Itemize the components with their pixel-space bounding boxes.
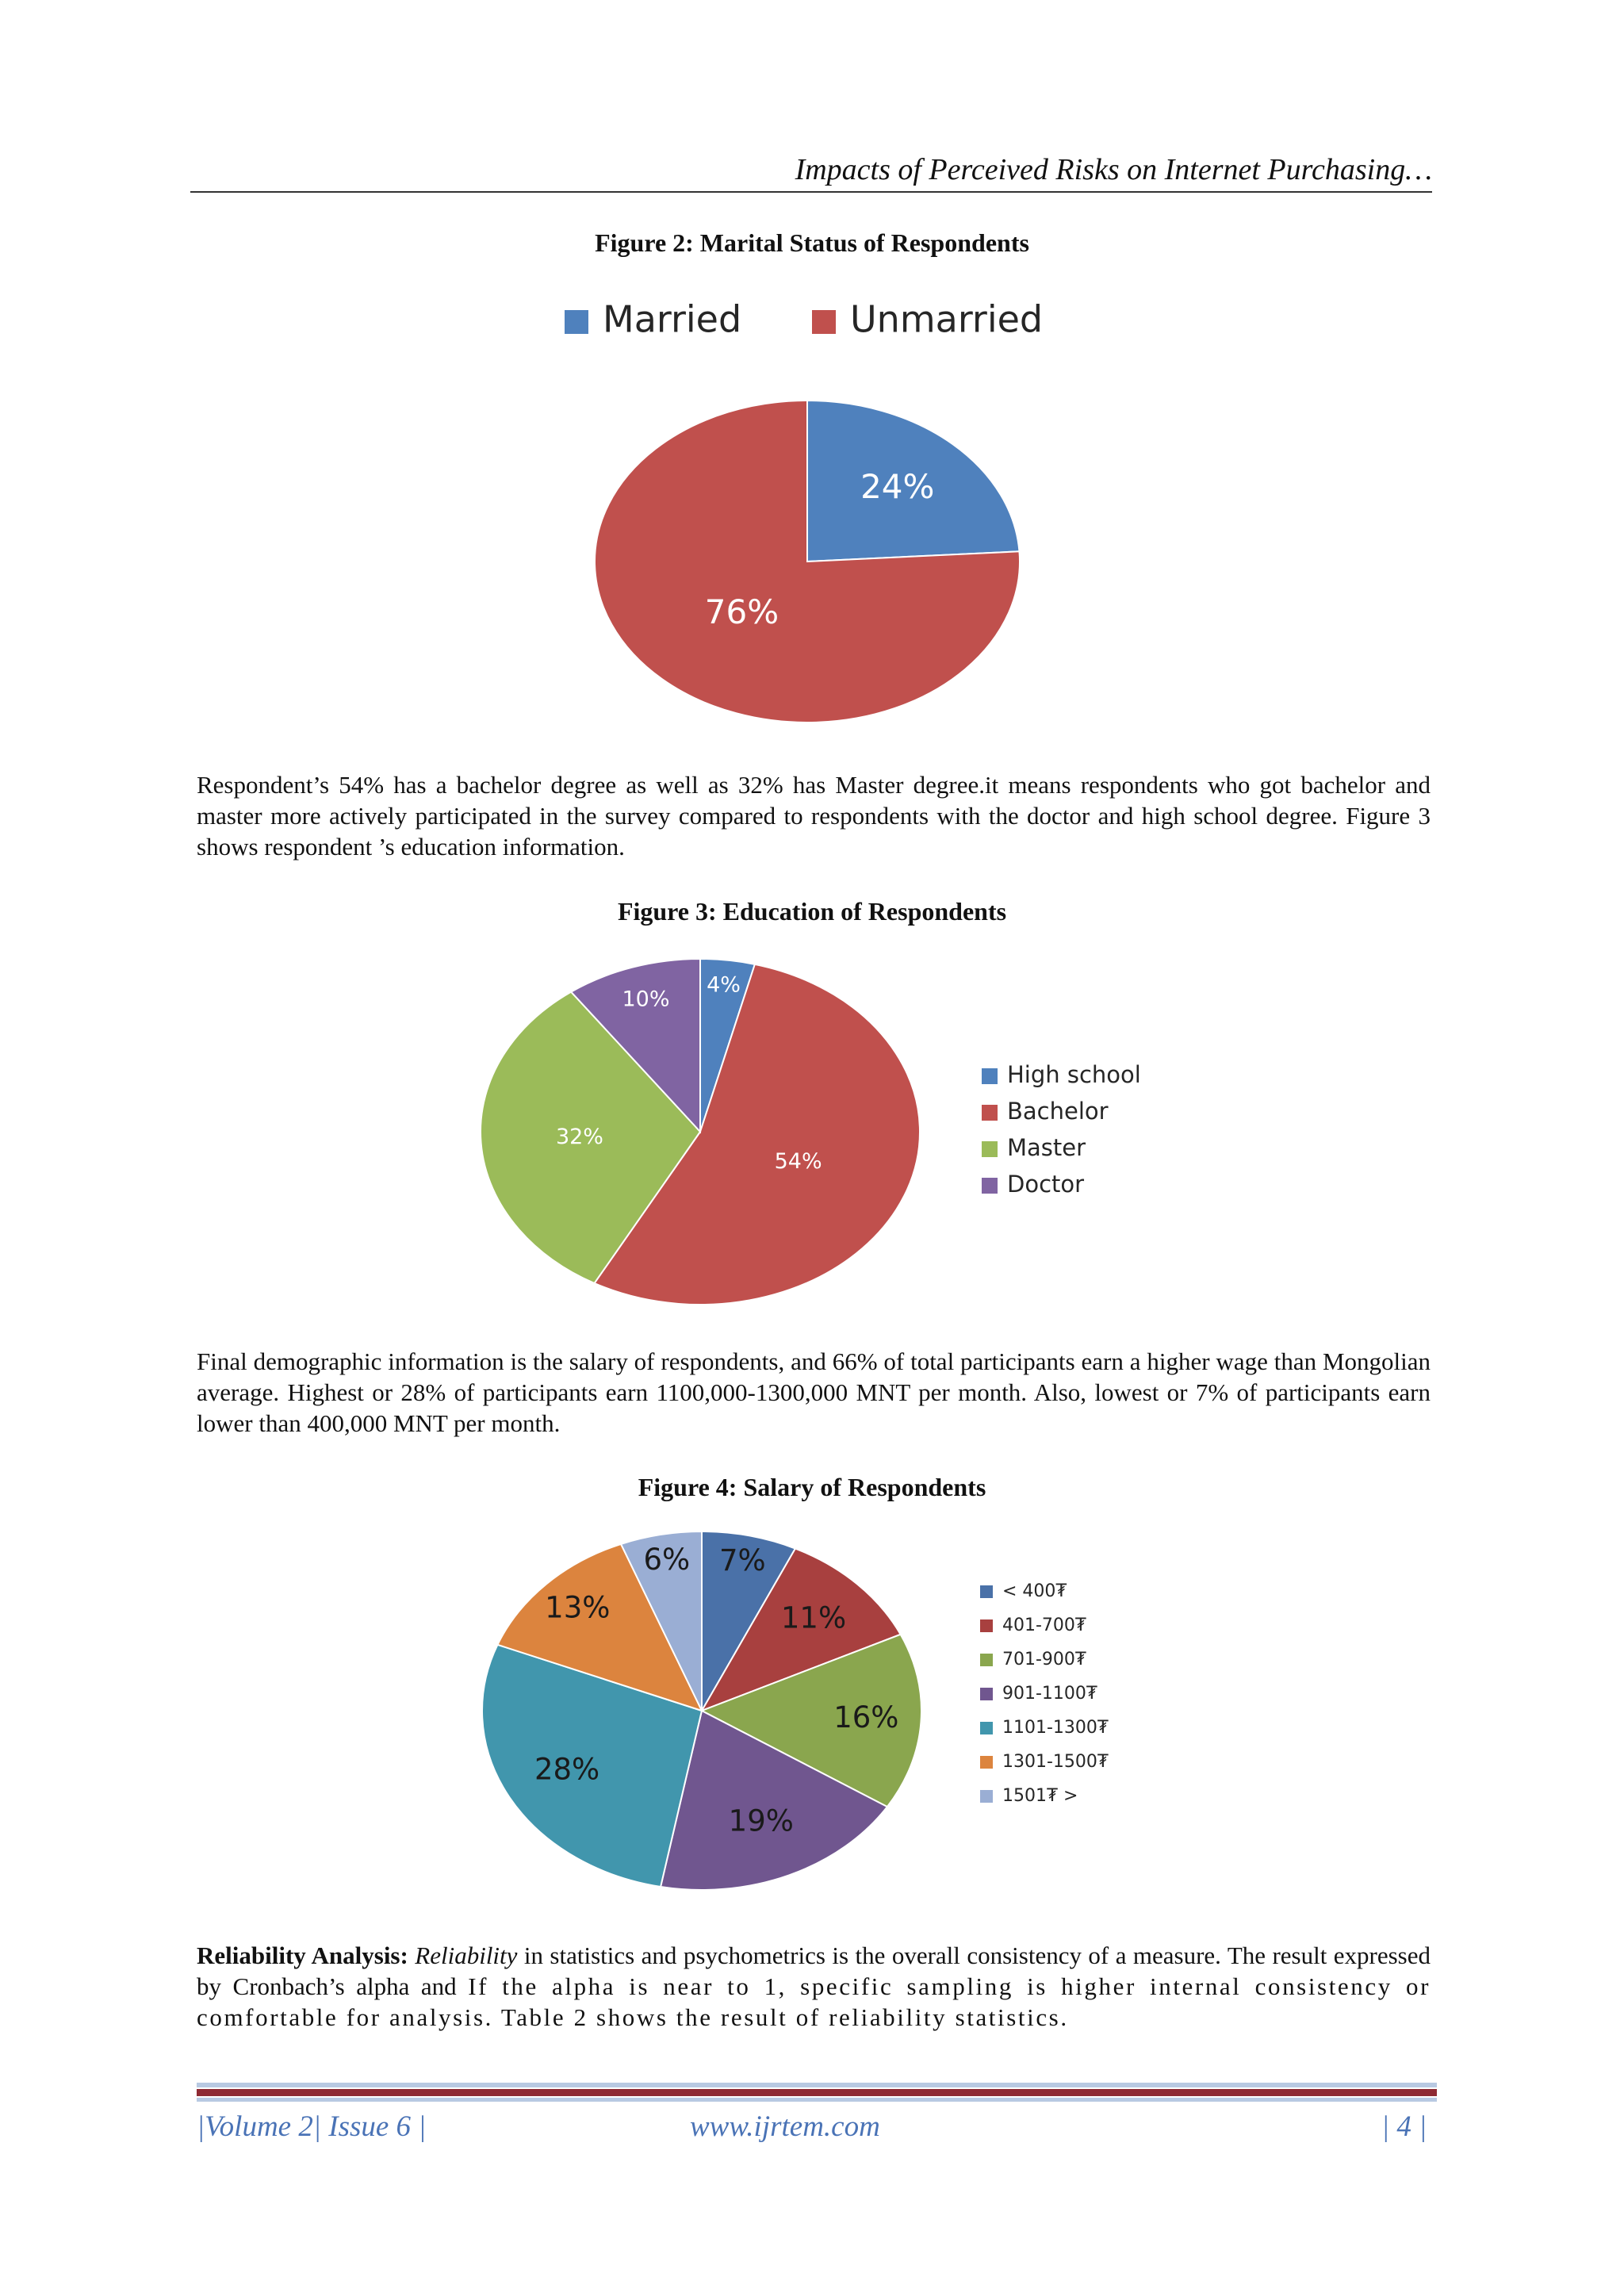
legend-label-master: Master [1007,1134,1086,1161]
figure-4-title: Figure 4: Salary of Respondents [638,1473,986,1501]
reliability-term: Reliability [415,1941,518,1969]
footer-rule-top [197,2083,1437,2087]
slice-label-1101-1300: 28% [534,1752,600,1787]
legend-swatch-unmarried [812,310,836,334]
legend-label-701-900: 701-900₮ [1002,1650,1086,1669]
footer-volume: |Volume 2| Issue 6 | [197,2110,427,2143]
pie-chart-3 [482,1531,1109,1890]
legend-swatch-401-700 [980,1619,993,1632]
paragraph-reliability [197,1940,1431,2033]
slice-label-doctor: 10% [622,987,670,1012]
figure-2-title: Figure 2: Marital Status of Respondents [595,228,1029,257]
legend-swatch-1501 [980,1790,993,1803]
reliability-text-a: in statistics and psychometrics is the overall consistency of a measure. The result expressed by Cronbach’s alpha and [197,1941,1431,2000]
footer-rule-bottom [197,2098,1437,2102]
legend-label-400: < 400₮ [1002,1581,1067,1601]
legend-swatch-bachelor [982,1105,998,1121]
legend-swatch-400 [980,1585,993,1598]
slice-label-unmarried: 76% [704,592,779,632]
legend-label-bachelor: Bachelor [1007,1098,1109,1125]
slice-label-1301-1500: 13% [545,1590,611,1625]
legend-swatch-married [565,310,588,334]
figure-3-title: Figure 3: Education of Respondents [617,897,1007,926]
legend-label-401-700: 401-700₮ [1002,1616,1086,1635]
slice-label-bachelor: 54% [774,1149,822,1175]
footer-page-number: | 4 | [1381,2110,1427,2143]
legend-swatch-701-900 [980,1654,993,1666]
legend-swatch-doctor [982,1178,998,1194]
legend-swatch-master [982,1141,998,1157]
slice-label-400: 7% [719,1543,766,1578]
reliability-text-b: If the alpha is near to 1, specific sampling is higher internal consistency or comfortable for analysis. Table 2 shows the result of reliability statistics. [197,1972,1431,2031]
legend-label-doctor: Doctor [1007,1171,1085,1198]
slice-label-master: 32% [555,1125,603,1150]
slice-label-1501: 6% [643,1542,691,1577]
legend-swatch-1101-1300 [980,1722,993,1734]
slice-label-901-1100: 19% [728,1803,794,1838]
slice-label-401-700: 11% [780,1600,847,1635]
footer-rule-middle [197,2089,1437,2096]
footer-website-link[interactable]: www.ijrtem.com [690,2110,880,2143]
slice-label-married: 24% [860,466,935,506]
legend-label-married: Married [603,297,742,341]
legend-label-high-school: High school [1007,1061,1141,1088]
paragraph-salary-intro: Final demographic information is the salary of respondents, and 66% of total participants earn a higher wage than Mongolian average. Highest or 28% of participants earn 1100,000-1300,000 MNT per month. Also, lowest or 7% of participants earn lower than 400,000 MNT per month. [197,1347,1431,1437]
legend-label-901-1100: 901-1100₮ [1002,1684,1097,1704]
legend-swatch-901-1100 [980,1688,993,1700]
slice-label-701-900: 16% [833,1700,899,1735]
slice-label-high-school: 4% [707,972,741,998]
running-title: Impacts of Perceived Risks on Internet Purchasing… [795,153,1432,186]
legend-label-1301-1500: 1301-1500₮ [1002,1752,1109,1772]
legend-label-1101-1300: 1101-1300₮ [1002,1718,1109,1738]
legend-label-unmarried: Unmarried [850,297,1044,341]
paragraph-education-intro: Respondent’s 54% has a bachelor degree as well as 32% has Master degree.it means respondents who got bachelor and master more actively participated in the survey compared to respondents with the doctor and high school degree. Figure 3 shows respondent ’s education information. [197,771,1431,861]
pie-chart-2 [481,959,1141,1305]
reliability-heading: Reliability Analysis: [197,1941,408,1969]
legend-swatch-high-school [982,1068,998,1084]
legend-label-1501: 1501₮ > [1002,1786,1078,1806]
legend-swatch-1301-1500 [980,1756,993,1769]
pie-chart-1 [565,298,1043,723]
